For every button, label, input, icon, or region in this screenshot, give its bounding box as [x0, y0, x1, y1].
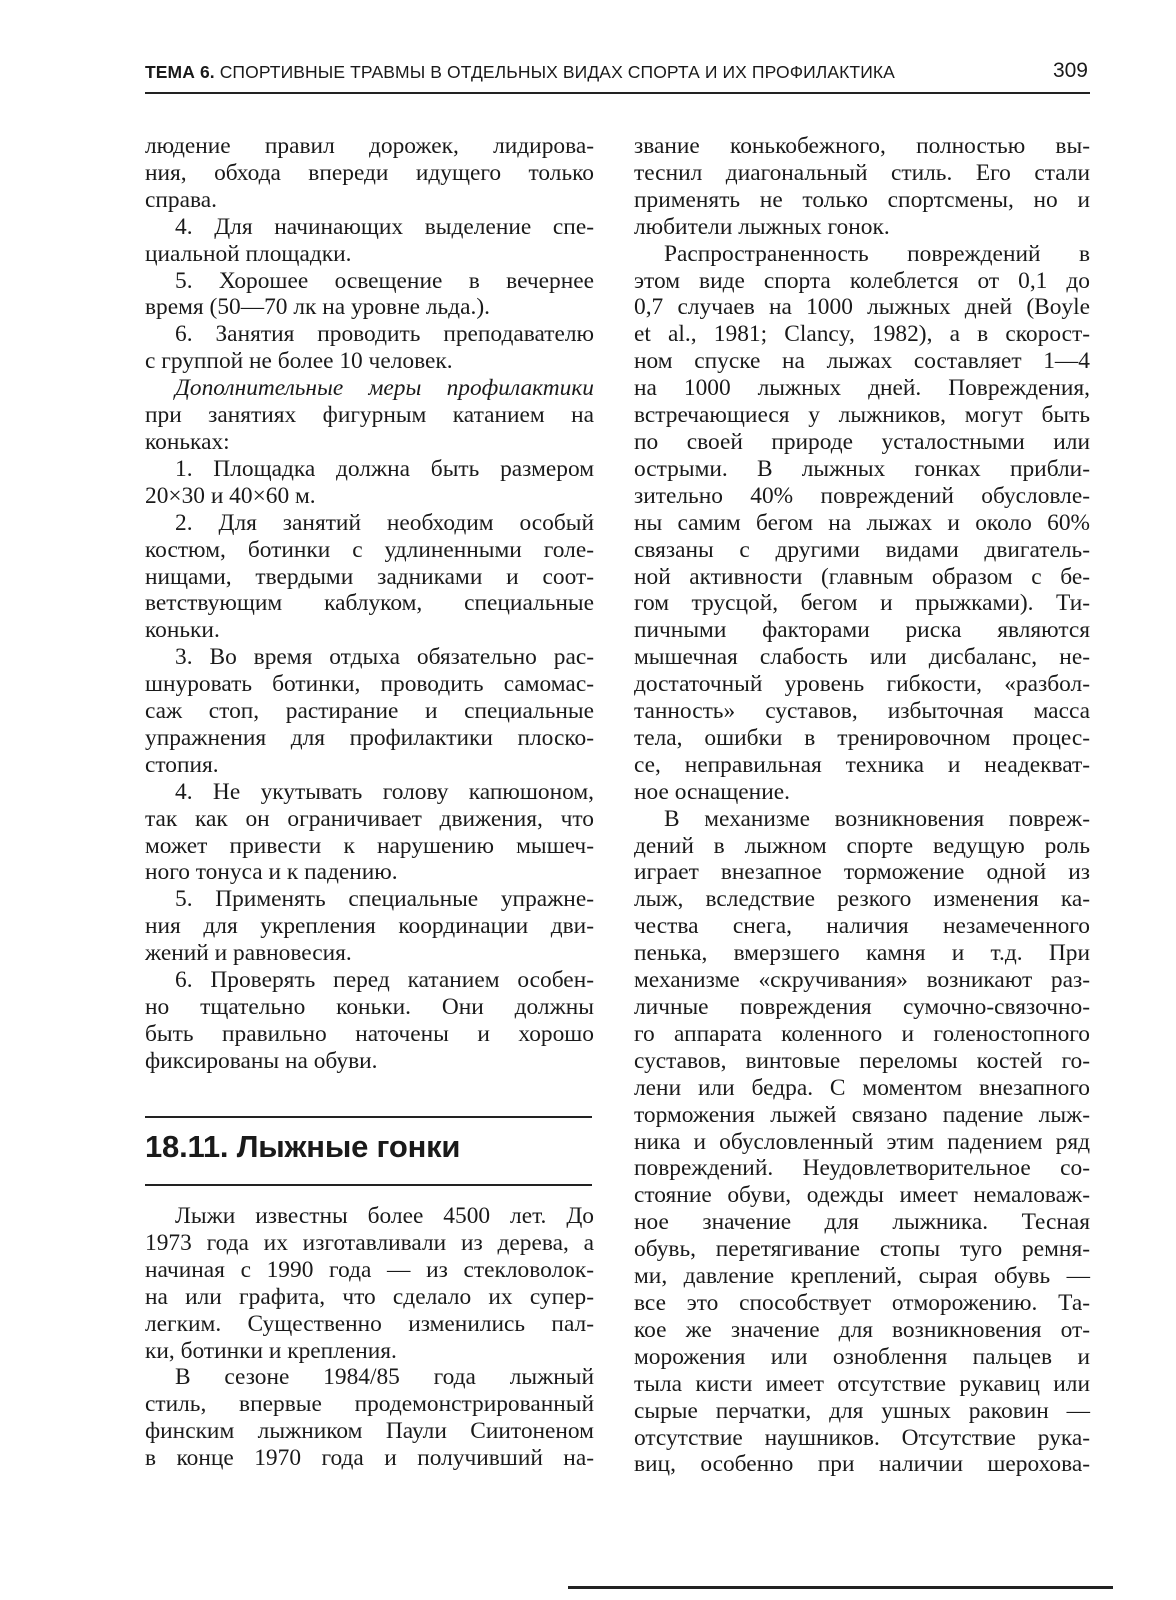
- text-line: лыж, вследствие резкого изменения ка-: [634, 886, 1090, 913]
- text-line: 3. Во время отдыха обязательно рас-: [175, 644, 594, 671]
- header-title: [145, 62, 895, 83]
- text-line: стояние обуви, одежды имеет немаловаж-: [634, 1182, 1090, 1209]
- text-line: 20×30 и 40×60 м.: [145, 482, 316, 509]
- text-line: дений в лыжном спорте ведущую роль: [634, 832, 1090, 859]
- section-heading-box: [145, 1116, 592, 1186]
- text-line: при занятиях фигурным катанием на: [145, 402, 594, 429]
- text-line: справа.: [145, 186, 217, 213]
- text-line: В сезоне 1984/85 года лыжный: [175, 1364, 594, 1391]
- text-line: коньках:: [145, 428, 230, 455]
- left-column-section-text: [145, 1203, 594, 1472]
- text-line: морожения или озноблення пальцев и: [634, 1343, 1090, 1370]
- text-line: ника и обусловленный этим падением ряд: [634, 1128, 1090, 1155]
- text-line: отсутствие наушников. Отсутствие рука-: [634, 1424, 1090, 1451]
- text-line: пичными факторами риска являются: [634, 617, 1090, 644]
- text-line: любители лыжных гонок.: [634, 213, 890, 240]
- text-line: циальной площадки.: [145, 240, 352, 267]
- text-line: ное значение для лыжника. Тесная: [634, 1209, 1090, 1236]
- text-line: обувь, перетягивание стопы туго ремня-: [634, 1236, 1090, 1263]
- header-title-topic: ТЕМА 6.: [145, 62, 215, 82]
- text-line: фиксированы на обуви.: [145, 1047, 378, 1074]
- text-line: упражнения для профилактики плоско-: [145, 724, 594, 751]
- text-line: ное оснащение.: [634, 778, 790, 805]
- text-line: 6. Занятия проводить преподавателю: [175, 321, 594, 348]
- text-line: в конце 1970 года и получивший на-: [145, 1445, 594, 1472]
- text-line: начиная с 1990 года — из стекловолок-: [145, 1256, 594, 1283]
- text-line: время (50—70 лк на уровне льда.).: [145, 294, 490, 321]
- text-line: все это способствует отморожению. Та-: [634, 1289, 1090, 1316]
- text-line: ной активности (главным образом с бе-: [634, 563, 1090, 590]
- text-line: встречающиеся у лыжников, могут быть: [634, 402, 1090, 429]
- text-line: этом виде спорта колеблется от 0,1 до: [634, 267, 1090, 294]
- section-title: 18.11. Лыжные гонки: [145, 1129, 461, 1164]
- text-line: повреждений. Неудовлетворительное со-: [634, 1155, 1090, 1182]
- text-line: теснил диагональный стиль. Его стали: [634, 159, 1090, 186]
- text-line: 0,7 случаев на 1000 лыжных дней (Boyle: [634, 294, 1090, 321]
- text-line: 5. Применять специальные упражне-: [175, 886, 594, 913]
- text-line: 1973 года их изготавливали из дерева, а: [145, 1229, 594, 1256]
- text-line: людение правил дорожек, лидирова-: [145, 133, 594, 159]
- text-line: зительно 40% повреждений обусловле-: [634, 482, 1090, 509]
- text-line: острыми. В лыжных гонках прибли-: [634, 455, 1090, 482]
- running-header: [145, 58, 1090, 94]
- text-line: саж стоп, растирание и специальные: [145, 698, 594, 725]
- text-line: личные повреждения сумочно-связочно-: [634, 994, 1090, 1020]
- text-line: Лыжи известны более 4500 лет. До: [175, 1203, 594, 1229]
- text-line: 5. Хорошее освещение в вечернее: [175, 267, 594, 294]
- text-line: пенька, вмерзшего камня и т.д. При: [634, 940, 1090, 967]
- text-line: так как он ограничивает движения, что: [145, 805, 594, 832]
- left-column-text: [145, 133, 594, 1075]
- text-line: применять не только спортсмены, но и: [634, 186, 1090, 213]
- text-line: сырые перчатки, для ушных раковин —: [634, 1397, 1090, 1424]
- text-line: по своей природе усталостными или: [634, 428, 1090, 455]
- text-line: Распространенность повреждений в: [664, 240, 1090, 267]
- text-line: на или графита, что сделало их супер-: [145, 1283, 594, 1310]
- text-line: жений и равновесия.: [145, 940, 352, 967]
- text-line: гом трусцой, бегом и прыжками). Ти-: [634, 590, 1090, 617]
- text-line: ны самим бегом на лыжах и около 60%: [634, 509, 1090, 536]
- text-line: 2. Для занятий необходим особый: [175, 509, 594, 536]
- text-line: звание конькобежного, полностью вы-: [634, 133, 1090, 159]
- text-line: et al., 1981; Clancy, 1982), а в скорост-: [634, 321, 1090, 348]
- text-line: коньки.: [145, 617, 220, 644]
- text-line: 4. Не укутывать голову капюшоном,: [175, 778, 594, 805]
- text-line: ного тонуса и к падению.: [145, 859, 398, 886]
- text-line: 1. Площадка должна быть размером: [175, 455, 594, 482]
- text-line: танность» суставов, избыточная масса: [634, 698, 1090, 725]
- text-line: мышечная слабость или дисбаланс, не-: [634, 644, 1090, 671]
- text-line: играет внезапное торможение одной из: [634, 859, 1090, 886]
- bottom-rule: [568, 1586, 1113, 1589]
- text-line: кое же значение для возникновения от-: [634, 1316, 1090, 1343]
- text-line: нищами, твердыми задниками и соот-: [145, 563, 594, 590]
- text-line: 4. Для начинающих выделение спе-: [175, 213, 594, 240]
- text-line: ном спуске на лыжах составляет 1—4: [634, 348, 1090, 375]
- text-line: достаточный уровень гибкости, «разбол-: [634, 671, 1090, 698]
- text-line: 6. Проверять перед катанием особен-: [175, 967, 594, 994]
- text-line: с группой не более 10 человек.: [145, 348, 453, 375]
- text-line: тела, ошибки в тренировочном процес-: [634, 724, 1090, 751]
- text-line: легким. Существенно изменились пал-: [145, 1310, 594, 1337]
- text-line: ми, давление креплений, сырая обувь —: [634, 1263, 1090, 1290]
- text-line: го аппарата коленного и голеностопного: [634, 1020, 1090, 1047]
- text-line: тыла кисти имеет отсутствие рукавиц или: [634, 1370, 1090, 1397]
- text-line: ния для укрепления координации дви-: [145, 913, 594, 940]
- text-line: быть правильно наточены и хорошо: [145, 1020, 594, 1047]
- text-line: на 1000 лыжных дней. Повреждения,: [634, 375, 1090, 402]
- text-line: финским лыжником Паули Сиитоненом: [145, 1418, 594, 1445]
- text-line: ки, ботинки и крепления.: [145, 1337, 397, 1364]
- header-title-text: СПОРТИВНЫЕ ТРАВМЫ В ОТДЕЛЬНЫХ ВИДАХ СПОРТА И ИХ ПРОФИЛАКТИКА: [214, 62, 895, 82]
- text-line: связаны с другими видами двигатель-: [634, 536, 1090, 563]
- text-line: торможения лыжей связано падение лыж-: [634, 1101, 1090, 1128]
- text-line: но тщательно коньки. Они должны: [145, 994, 594, 1020]
- text-line: В механизме возникновения повреж-: [664, 805, 1090, 832]
- text-line: стиль, впервые продемонстрированный: [145, 1391, 594, 1418]
- text-line: ния, обхода впереди идущего только: [145, 159, 594, 186]
- text-line: виц, особенно при наличии шерохова-: [634, 1451, 1090, 1478]
- text-line: се, неправильная техника и неадекват-: [634, 751, 1090, 778]
- text-line: суставов, винтовые переломы костей го-: [634, 1047, 1090, 1074]
- page-number: 309: [1052, 59, 1088, 82]
- text-line: ветствующим каблуком, специальные: [145, 590, 594, 617]
- text-line: стопия.: [145, 751, 219, 778]
- text-line: Дополнительные меры профилактики: [175, 375, 594, 402]
- text-line: механизме «скручивания» возникают раз-: [634, 967, 1090, 994]
- text-line: может привести к нарушению мышеч-: [145, 832, 594, 859]
- right-column-text: [634, 133, 1090, 1478]
- text-line: костюм, ботинки с удлиненными голе-: [145, 536, 594, 563]
- text-line: чества снега, наличия незамеченного: [634, 913, 1090, 940]
- text-line: лени или бедра. С моментом внезапного: [634, 1074, 1090, 1101]
- text-line: шнуровать ботинки, проводить самомас-: [145, 671, 594, 698]
